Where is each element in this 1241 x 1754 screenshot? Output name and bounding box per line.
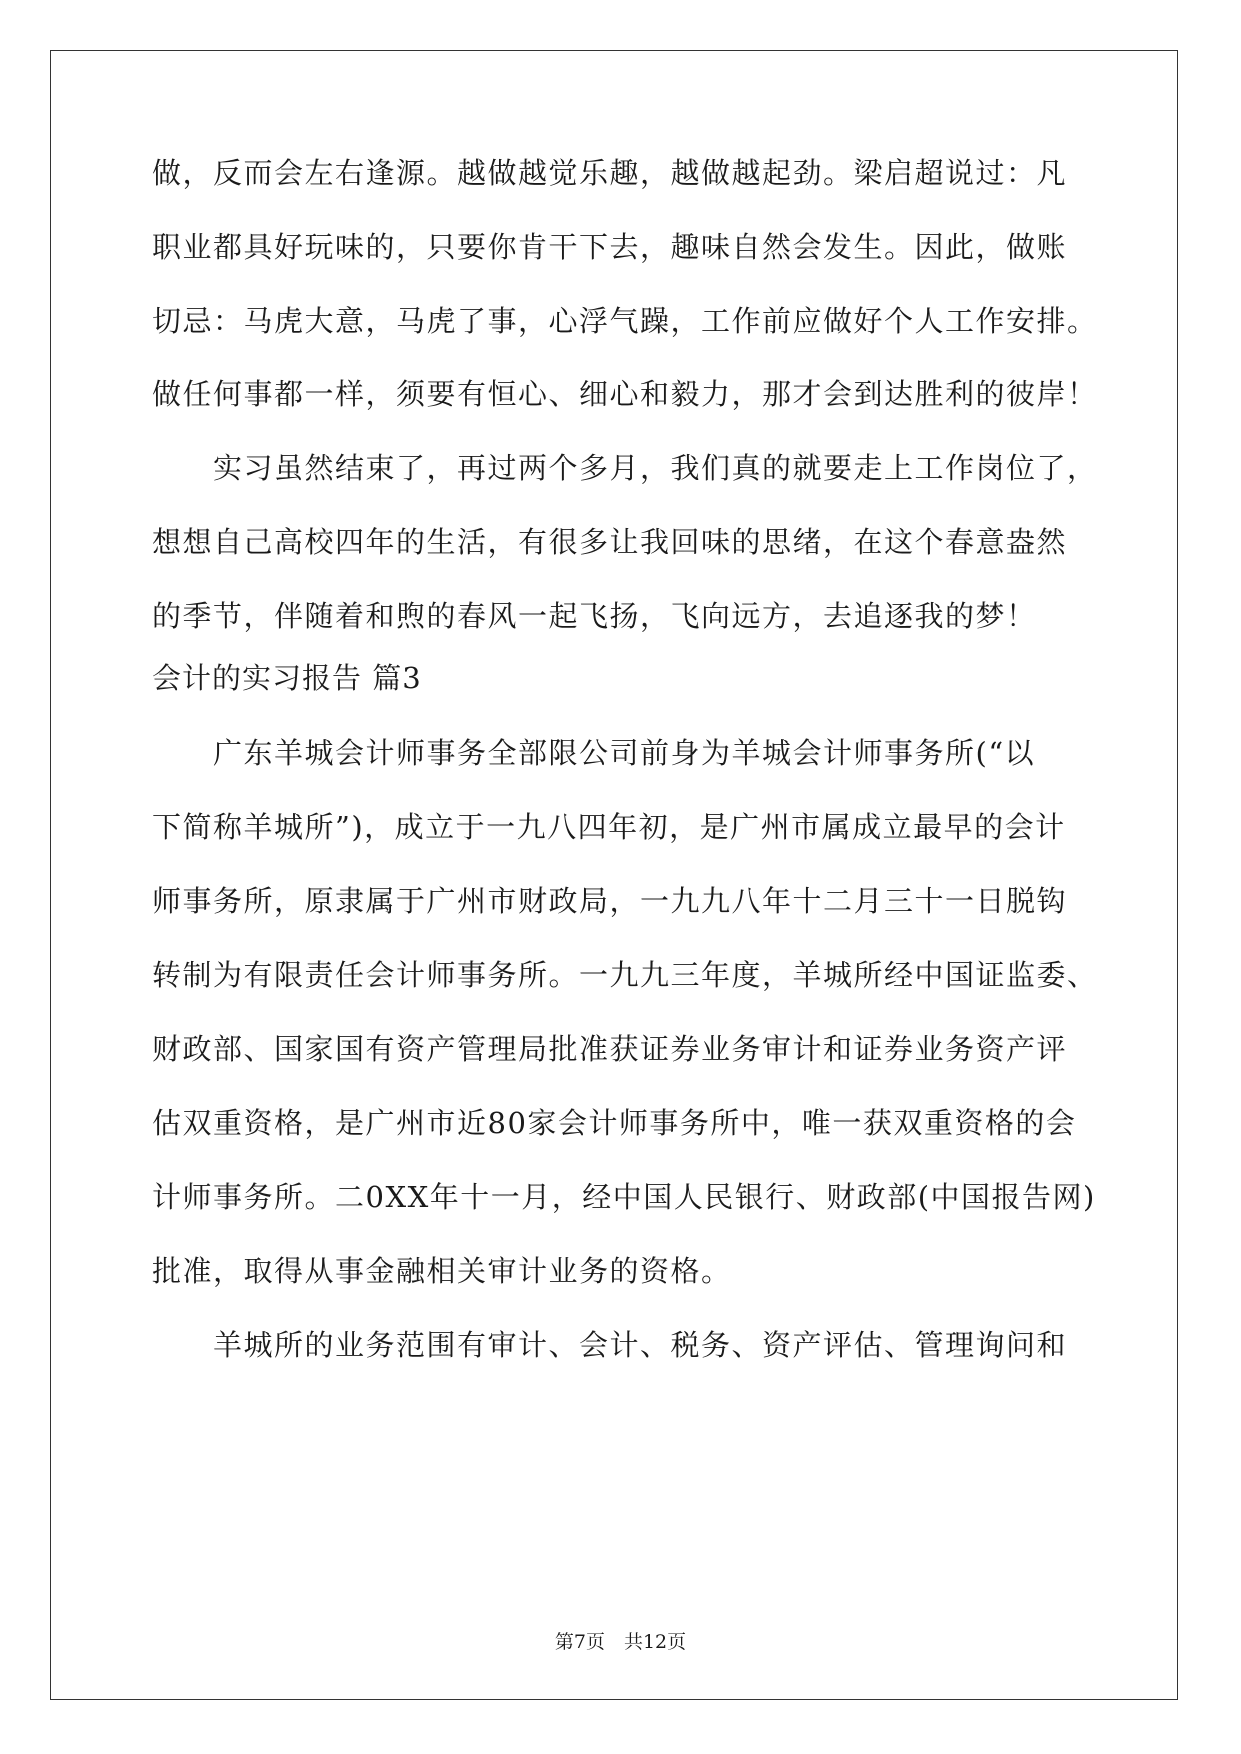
paragraph-line: 想想自己高校四年的生活，有很多让我回味的思绪，在这个春意盎然 xyxy=(152,525,1068,559)
paragraph-line: 财政部、国家国有资产管理局批准获证券业务审计和证券业务资产评 xyxy=(152,1032,1068,1066)
paragraph-line: 的季节，伴随着和煦的春风一起飞扬，飞向远方，去追逐我的梦！ xyxy=(152,599,1037,633)
page-border xyxy=(50,50,1178,1700)
paragraph-line: 做，反而会左右逢源。越做越觉乐趣，越做越起劲。梁启超说过：凡 xyxy=(152,156,1068,190)
paragraph-line: 下简称羊城所”)，成立于一九八四年初，是广州市属成立最早的会计 xyxy=(152,810,1066,844)
page-footer: 第7页 共12页 xyxy=(554,1631,687,1653)
paragraph-line: 师事务所，原隶属于广州市财政局，一九九八年十二月三十一日脱钩 xyxy=(152,884,1068,918)
section-heading: 会计的实习报告 篇3 xyxy=(152,661,422,695)
paragraph-line: 估双重资格，是广州市近80家会计师事务所中，唯一获双重资格的会 xyxy=(152,1106,1077,1140)
paragraph-line: 批准，取得从事金融相关审计业务的资格。 xyxy=(152,1254,732,1288)
paragraph-line: 计师事务所。二0XX年十一月，经中国人民银行、财政部(中国报告网) xyxy=(152,1180,1096,1214)
paragraph-line: 广东羊城会计师事务全部限公司前身为羊城会计师事务所(“以 xyxy=(152,736,1036,770)
paragraph-line: 职业都具好玩味的，只要你肯干下去，趣味自然会发生。因此，做账 xyxy=(152,230,1068,264)
paragraph-line: 做任何事都一样，须要有恒心、细心和毅力，那才会到达胜利的彼岸！ xyxy=(152,377,1098,411)
paragraph-line: 羊城所的业务范围有审计、会计、税务、资产评估、管理询问和 xyxy=(152,1328,1068,1362)
paragraph-line: 转制为有限责任会计师事务所。一九九三年度，羊城所经中国证监委、 xyxy=(152,958,1098,992)
paragraph-line: 切忌：马虎大意，马虎了事，心浮气躁，工作前应做好个人工作安排。 xyxy=(152,304,1098,338)
paragraph-line: 实习虽然结束了，再过两个多月，我们真的就要走上工作岗位了， xyxy=(152,451,1098,485)
